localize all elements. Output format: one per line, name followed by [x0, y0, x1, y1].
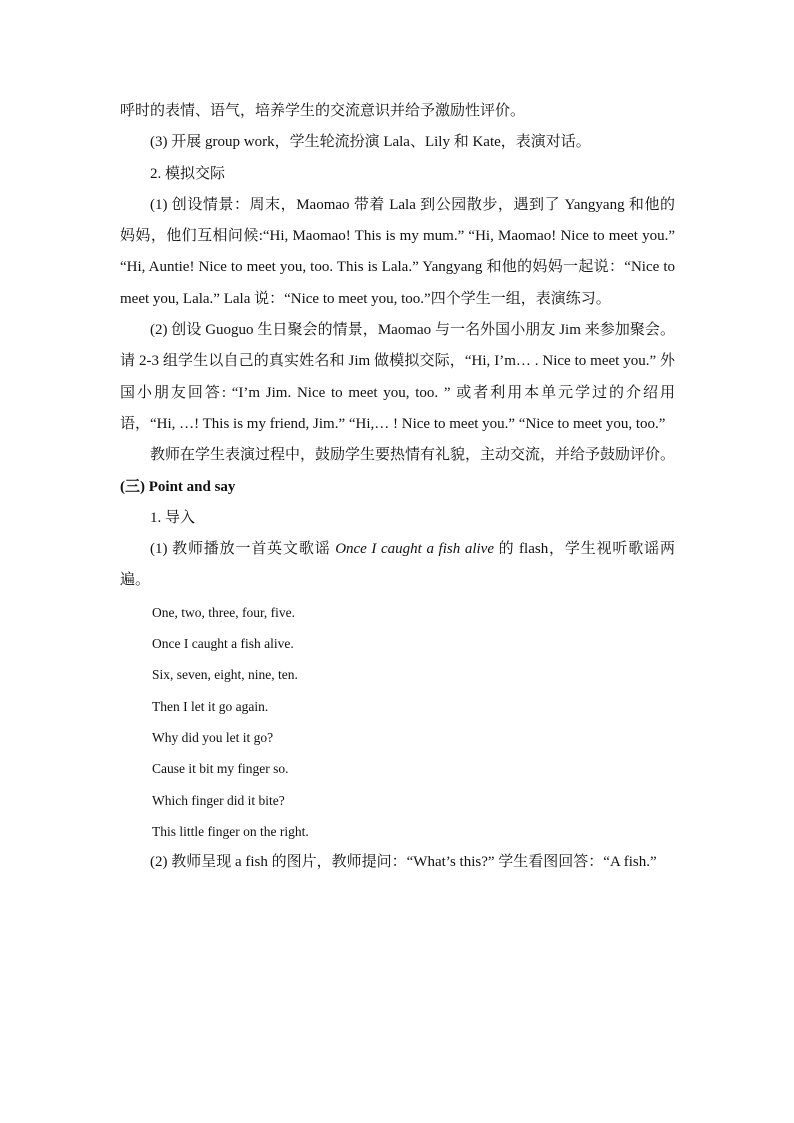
song-title: Once I caught a fish alive [335, 541, 494, 558]
song-line: Cause it bit my finger so. [152, 761, 289, 777]
song-line: Which finger did it bite? [152, 792, 285, 808]
paragraph-teacher-encourage: 教师在学生表演过程中，鼓励学生要热情有礼貌，主动交流，并给予鼓励评价。 [150, 447, 676, 464]
paragraph-park-scenario: (1) 创设情景：周末，Maomao 带着 Lala 到公园散步，遇到了 Yangyang 和他的妈妈，他们互相问候:“Hi, Maomao! This is my mum.” “Hi, Maomao! Nice to meet you.” “Hi, Auntie! Nice to meet you, too. This is Lala.” Yangyang 和他的妈妈一起说：“Nice to meet you, Lala.” Lala 说：“Nice to meet you, too.”四个学生一组，表演练习。 [120, 196, 675, 307]
paragraph-evaluation: 呼时的表情、语气，培养学生的交流意识并给予激励性评价。 [120, 103, 526, 119]
paragraph-group-work: (3) 开展 group work，学生轮流扮演 Lala、Lily 和 Kate，表演对话。 [150, 134, 591, 151]
song-line: Why did you let it go? [152, 729, 274, 745]
subheading-intro: 1. 导入 [150, 509, 196, 526]
song-line: This little finger on the right. [152, 823, 309, 839]
paragraph-fish-picture: (2) 教师呈现 a fish 的图片，教师提问：“What’s this?” 学生看图回答：“A fish.” [150, 854, 657, 871]
song-line: Six, seven, eight, nine, ten. [152, 667, 298, 683]
subheading-simulated-communication: 2. 模拟交际 [150, 165, 226, 182]
paragraph-birthday-scenario: (2) 创设 Guoguo 生日聚会的情景，Maomao 与一名外国小朋友 Jim 来参加聚会。请 2-3 组学生以自己的真实姓名和 Jim 做模拟交际，“Hi, I’m… . Nice to meet you.” 外国小朋友回答: “I’m Jim. Nice to meet you, too. ” 或者利用本单元学过的介绍用语，“Hi, …! This is my friend, Jim.” “Hi,… ! Nice to meet you.” “Nice to meet you, too.” [120, 322, 675, 432]
song-intro-after: 的 flash，学生视听歌谣两遍。 [120, 541, 675, 589]
section-heading-point-and-say: (三) Point and say [120, 478, 236, 495]
song-line: Once I caught a fish alive. [152, 636, 294, 652]
song-line: Then I let it go again. [152, 698, 269, 714]
song-lyrics [120, 597, 675, 847]
paragraph-song-intro [120, 534, 675, 597]
document-page [120, 96, 675, 878]
song-intro-before: (1) 教师播放一首英文歌谣 [150, 541, 336, 558]
song-line: One, two, three, four, five. [152, 604, 296, 620]
